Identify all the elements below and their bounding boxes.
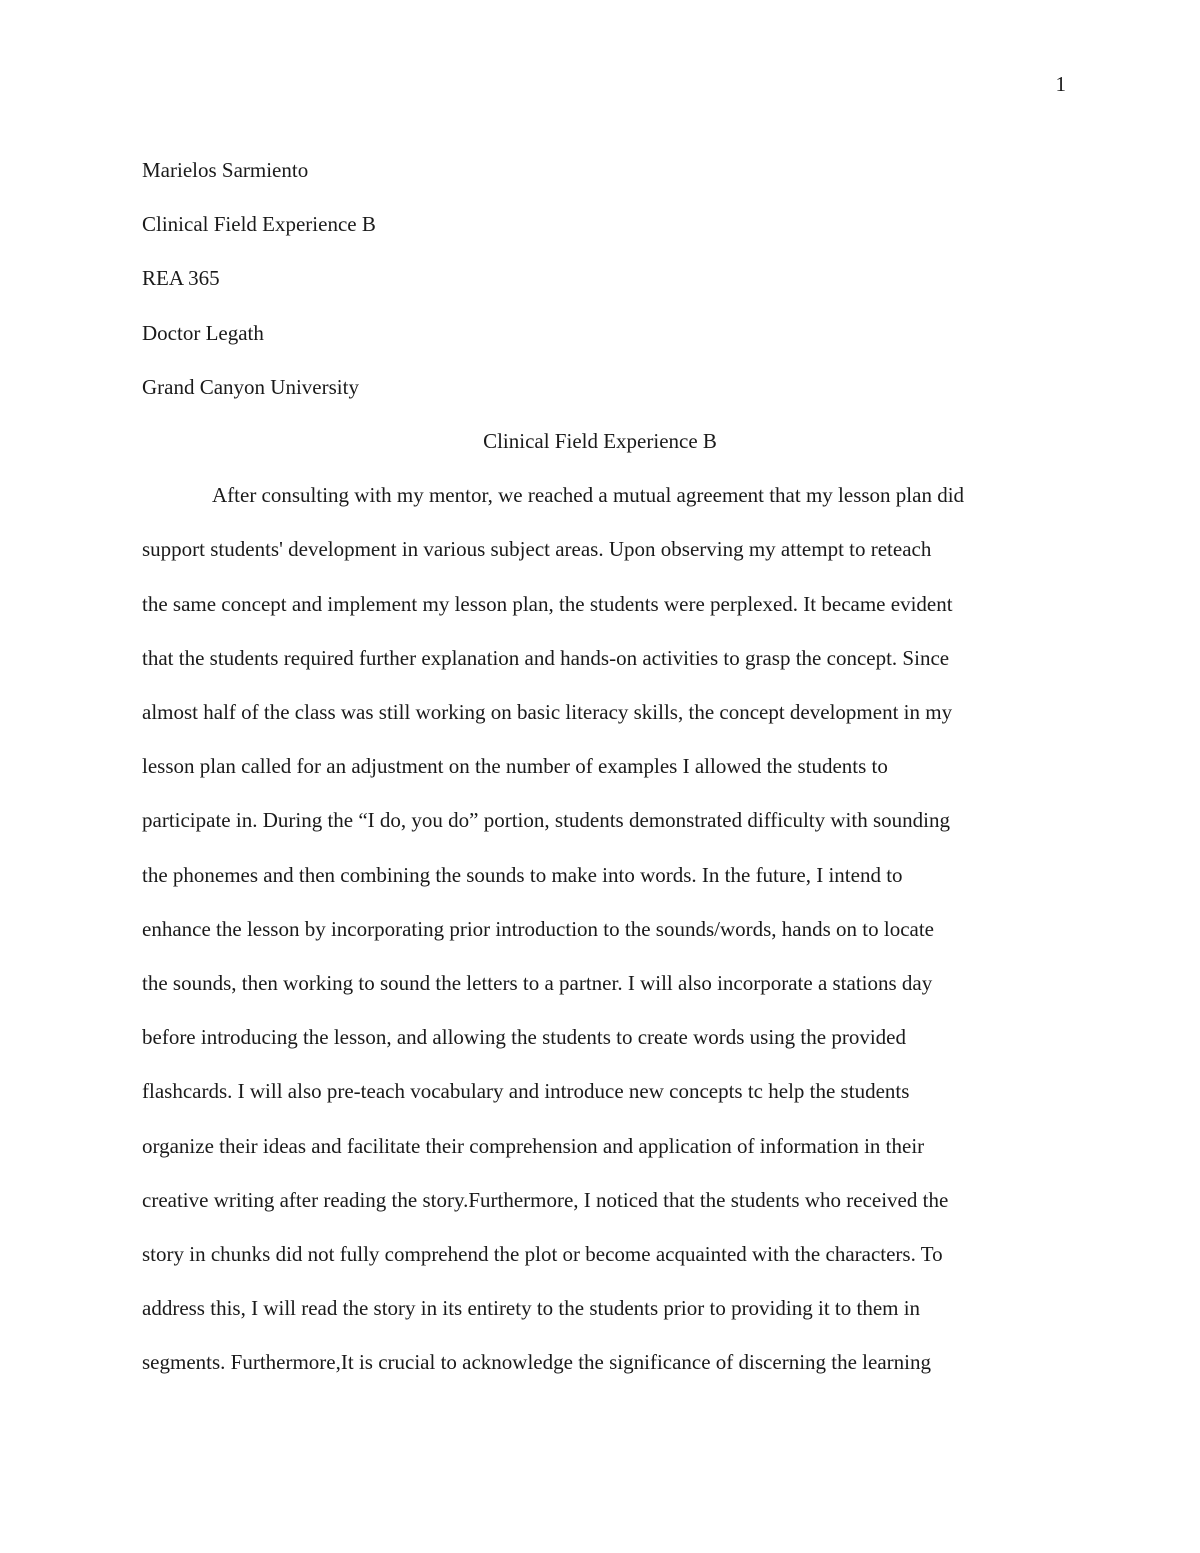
body-line: address this, I will read the story in its entirety to the students prior to providing it to them in [142, 1296, 921, 1321]
document-title: Clinical Field Experience B [483, 429, 717, 454]
author-name: Marielos Sarmiento [142, 158, 309, 182]
body-line: support students' development in various subject areas. Upon observing my attempt to reteach [142, 537, 932, 562]
body-paragraph [142, 468, 1058, 1389]
body-line: enhance the lesson by incorporating prior introduction to the sounds/words, hands on to locate [142, 916, 935, 941]
body-line: almost half of the class was still working on basic literacy skills, the concept development in my [142, 700, 953, 725]
body-line: After consulting with my mentor, we reached a mutual agreement that my lesson plan did [212, 483, 965, 508]
body-line: organize their ideas and facilitate their comprehension and application of information in their [142, 1133, 925, 1158]
assignment-name: Clinical Field Experience B [142, 212, 376, 237]
body-line: the same concept and implement my lesson plan, the students were perplexed. It became evident [142, 591, 953, 616]
body-line: flashcards. I will also pre-teach vocabulary and introduce new concepts tc help the students [142, 1079, 910, 1104]
instructor-name: Doctor Legath [142, 320, 264, 345]
institution-name: Grand Canyon University [142, 374, 359, 399]
body-line: the sounds, then working to sound the letters to a partner. I will also incorporate a stations day [142, 971, 933, 996]
body-line: segments. Furthermore,It is crucial to acknowledge the significance of discerning the learning [142, 1350, 931, 1375]
body-line: the phonemes and then combining the sounds to make into words. In the future, I intend to [142, 862, 903, 887]
body-line: before introducing the lesson, and allowing the students to create words using the provided [142, 1025, 906, 1050]
body-line: participate in. During the “I do, you do” portion, students demonstrated difficulty with sounding [142, 808, 950, 833]
body-line: creative writing after reading the story.Furthermore, I noticed that the students who received the [142, 1187, 949, 1212]
body-line: story in chunks did not fully comprehend the plot or become acquainted with the characters. To [142, 1242, 943, 1267]
body-line: that the students required further explanation and hands-on activities to grasp the concept. Since [142, 645, 950, 670]
body-line: lesson plan called for an adjustment on the number of examples I allowed the students to [142, 754, 888, 779]
document-content [142, 143, 1058, 1390]
course-code: REA 365 [142, 266, 220, 291]
page-number: 1 [1055, 72, 1066, 96]
